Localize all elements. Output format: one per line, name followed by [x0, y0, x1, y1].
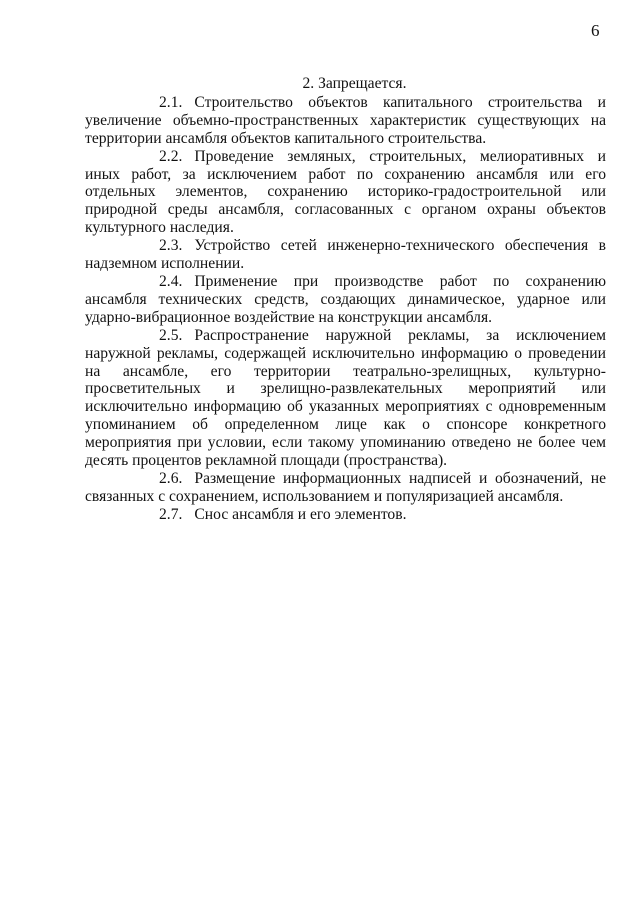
clause-2-7	[85, 506, 606, 524]
clause-text: Проведение земляных, строительных, мелиоративных и иных работ, за исключением работ по сохранению ансамбля или его отдельных элементов, сохранению историко-градостроительной или природной среды ансамбля, согласованных с органом охраны объектов культурного наследия.	[85, 147, 606, 237]
clause-number: 2.3.	[159, 237, 183, 255]
clause-text: Устройство сетей инженерно-технического обеспечения в надземном исполнении.	[85, 237, 606, 273]
clause-text: Распространение наружной рекламы, за исключением наружной рекламы, содержащей исключительно информацию о проведении на ансамбле, его территории театрально-зрелищных, культурно-просветительных и зрелищно-развлекательных мероприятий или исключительно информацию об указанных мероприятиях с одновременным упоминанием об определенном лице как о спонсоре конкретного мероприятия при условии, если такому упоминанию отведено не более чем десять процентов рекламной площади (пространства).	[85, 326, 606, 470]
clause-number: 2.5.	[159, 326, 183, 344]
clause-2-3	[85, 237, 606, 273]
page-number: 6	[591, 21, 600, 40]
clause-number: 2.1.	[159, 93, 183, 111]
section-heading: 2. Запрещается.	[302, 75, 407, 92]
clause-number: 2.2.	[159, 147, 183, 165]
clause-number: 2.7.	[159, 505, 183, 523]
clause-text: Размещение информационных надписей и обозначений, не связанных с сохранением, использованием и популяризацией ансамбля.	[85, 469, 606, 505]
clause-2-5	[85, 327, 606, 470]
clause-2-4	[85, 273, 606, 327]
clause-text: Применение при производстве работ по сохранению ансамбля технических средств, создающих динамическое, ударное или ударно-вибрационное воздействие на конструкции ансамбля.	[85, 272, 606, 326]
clause-2-6	[85, 470, 606, 506]
clause-2-1	[85, 94, 606, 148]
clause-text: Строительство объектов капитального строительства и увеличение объемно-пространственных характеристик существующих на территории ансамбля объектов капитального строительства.	[85, 93, 606, 147]
clause-number: 2.6.	[159, 469, 183, 487]
clause-number: 2.4.	[159, 272, 183, 290]
clause-2-2	[85, 148, 606, 238]
clause-text: Снос ансамбля и его элементов.	[194, 505, 407, 523]
document-body	[85, 75, 606, 524]
